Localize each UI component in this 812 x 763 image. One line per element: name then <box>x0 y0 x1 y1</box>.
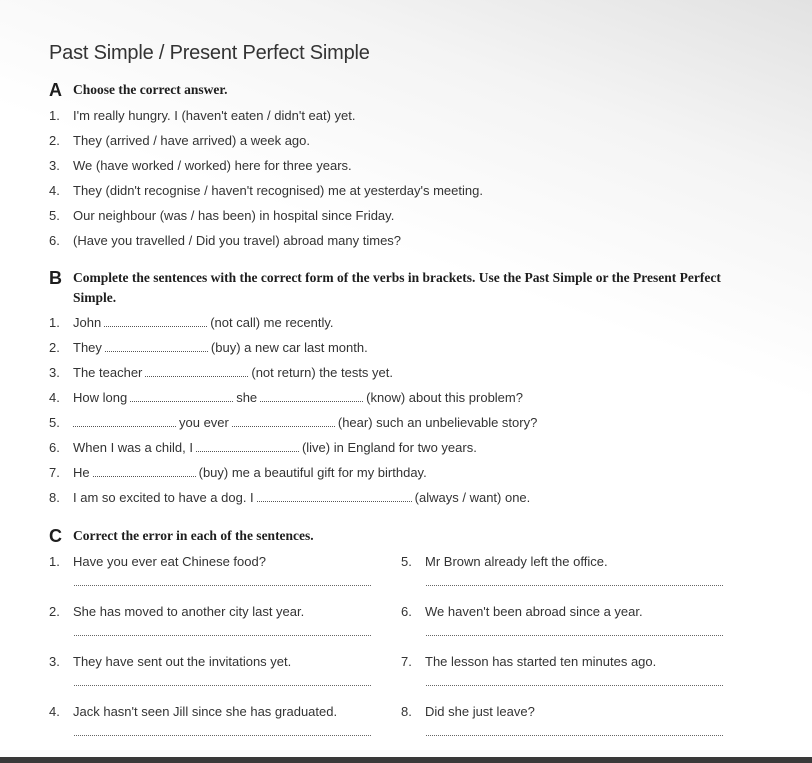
answer-line[interactable] <box>426 635 723 636</box>
section-a-instruction: Choose the correct answer. <box>73 82 228 97</box>
answer-blank[interactable] <box>196 441 299 452</box>
answer-line[interactable] <box>74 635 371 636</box>
a-item-2: 2. They (arrived / have arrived) a week ago. <box>49 133 310 148</box>
a-item-5: 5. Our neighbour (was / has been) in hospital since Friday. <box>49 208 395 223</box>
answer-line[interactable] <box>74 735 371 736</box>
b-item-2: 2. They (buy) a new car last month. <box>49 340 368 355</box>
section-b-heading <box>49 268 769 306</box>
b-item-4: 4. How long she (know) about this problem? <box>49 390 523 405</box>
answer-blank[interactable] <box>232 416 335 427</box>
answer-blank[interactable] <box>73 416 176 427</box>
section-c-letter: C <box>49 526 62 546</box>
answer-blank[interactable] <box>130 391 233 402</box>
section-b-instruction-line1: Complete the sentences with the correct form of the verbs in brackets. Use the Past Simple or the Present Perfect <box>73 270 721 285</box>
c-item-5: 5. Mr Brown already left the office. <box>401 554 608 569</box>
section-c-heading <box>49 526 314 547</box>
section-a-letter: A <box>49 80 62 100</box>
b-item-6: 6. When I was a child, I (live) in England for two years. <box>49 440 477 455</box>
b-item-8: 8. I am so excited to have a dog. I (always / want) one. <box>49 490 531 505</box>
answer-line[interactable] <box>74 685 371 686</box>
section-a-heading <box>49 80 227 101</box>
answer-blank[interactable] <box>105 341 208 352</box>
answer-blank[interactable] <box>257 491 412 502</box>
c-item-6: 6. We haven't been abroad since a year. <box>401 604 643 619</box>
c-item-7: 7. The lesson has started ten minutes ago. <box>401 654 657 669</box>
section-c-instruction: Correct the error in each of the sentences. <box>73 528 314 543</box>
a-item-3: 3. We (have worked / worked) here for three years. <box>49 158 352 173</box>
bottom-border <box>0 757 812 763</box>
c-item-2: 2. She has moved to another city last year. <box>49 604 305 619</box>
b-item-3: 3. The teacher (not return) the tests yet. <box>49 365 393 380</box>
answer-line[interactable] <box>426 735 723 736</box>
c-item-4: 4. Jack hasn't seen Jill since she has graduated. <box>49 704 338 719</box>
answer-line[interactable] <box>74 585 371 586</box>
section-b-letter: B <box>49 268 62 288</box>
answer-blank[interactable] <box>145 366 248 377</box>
section-b-instruction-line2: Simple. <box>73 290 117 305</box>
a-item-4: 4. They (didn't recognise / haven't recognised) me at yesterday's meeting. <box>49 183 483 198</box>
b-item-5: 5. you ever (hear) such an unbelievable story? <box>49 415 538 430</box>
c-item-8: 8. Did she just leave? <box>401 704 535 719</box>
b-item-1: 1. John (not call) me recently. <box>49 315 334 330</box>
answer-line[interactable] <box>426 585 723 586</box>
answer-blank[interactable] <box>260 391 363 402</box>
c-item-1: 1. Have you ever eat Chinese food? <box>49 554 266 569</box>
answer-line[interactable] <box>426 685 723 686</box>
b-item-7: 7. He (buy) me a beautiful gift for my birthday. <box>49 465 427 480</box>
answer-blank[interactable] <box>104 316 207 327</box>
a-item-6: 6. (Have you travelled / Did you travel) abroad many times? <box>49 233 402 248</box>
page-title: Past Simple / Present Perfect Simple <box>49 42 370 64</box>
answer-blank[interactable] <box>93 466 196 477</box>
a-item-1: 1. I'm really hungry. I (haven't eaten / didn't eat) yet. <box>49 108 356 123</box>
c-item-3: 3. They have sent out the invitations yet. <box>49 654 292 669</box>
